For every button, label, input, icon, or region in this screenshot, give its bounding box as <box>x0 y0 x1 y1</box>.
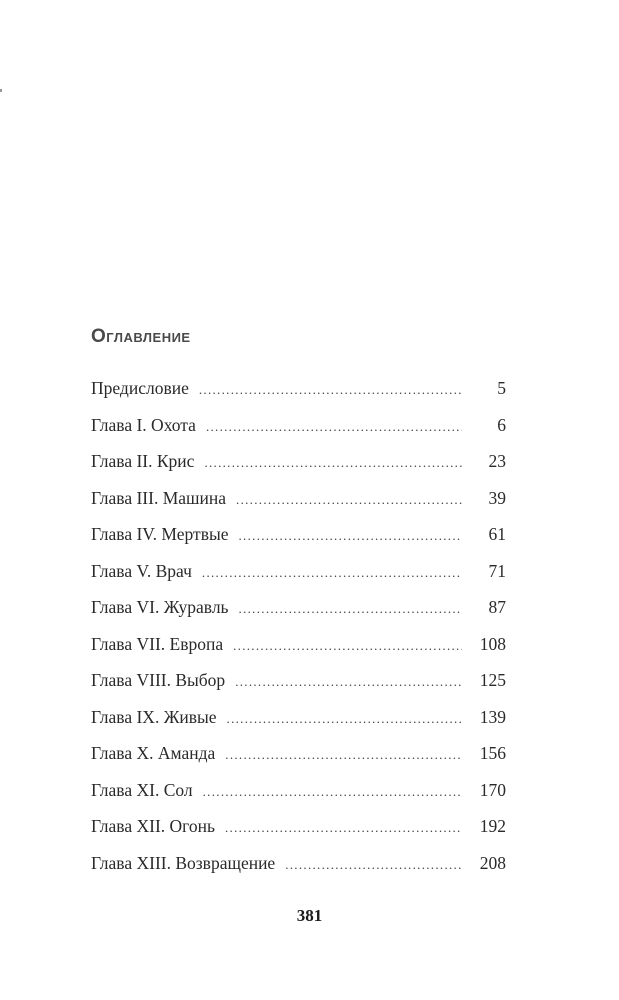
page-number: 381 <box>296 906 323 925</box>
toc-heading: Оглавление <box>91 326 191 347</box>
toc-leader-dots <box>239 601 462 617</box>
toc-entry-preface[interactable] <box>91 378 506 415</box>
toc-entry-title: Глава I. Охота <box>91 414 196 435</box>
toc-entry-title: Глава VII. Европа <box>91 633 224 654</box>
toc-entry-chapter-6[interactable] <box>91 597 506 634</box>
toc-entry-title: Глава IX. Живые <box>91 706 217 727</box>
toc-leader-dots <box>225 820 462 836</box>
toc-leader-dots <box>225 747 462 763</box>
toc-entry-page: 87 <box>488 597 506 617</box>
toc-leader-dots <box>227 711 462 727</box>
toc-entry-page: 61 <box>488 524 506 544</box>
toc-entry-page: 39 <box>488 487 506 508</box>
toc-entry-page: 208 <box>479 852 506 873</box>
toc-entry-page: 156 <box>479 743 506 763</box>
toc-entry-page: 6 <box>497 414 506 435</box>
toc-entry-page: 170 <box>479 779 506 800</box>
table-of-contents <box>91 378 506 889</box>
toc-entry-chapter-1[interactable] <box>91 415 506 452</box>
page-edge-mark <box>0 89 2 92</box>
toc-entry-title: Глава XIII. Возвращение <box>91 852 276 873</box>
toc-entry-chapter-9[interactable] <box>91 707 506 744</box>
toc-entry-title: Глава IV. Мертвые <box>91 524 229 544</box>
toc-entry-title: Глава VI. Журавль <box>91 597 229 617</box>
toc-entry-title: Глава II. Крис <box>91 451 195 471</box>
toc-entry-chapter-4[interactable] <box>91 524 506 561</box>
toc-entry-chapter-5[interactable] <box>91 561 506 598</box>
toc-entry-page: 139 <box>479 706 506 727</box>
toc-leader-dots <box>235 674 462 690</box>
toc-entry-title: Глава XII. Огонь <box>91 816 215 836</box>
toc-entry-page: 5 <box>497 378 506 398</box>
toc-leader-dots <box>202 565 462 581</box>
toc-entry-page: 71 <box>488 560 506 581</box>
toc-leader-dots <box>203 784 462 800</box>
toc-entry-page: 192 <box>479 816 506 836</box>
toc-leader-dots <box>233 638 462 654</box>
toc-entry-page: 125 <box>479 670 506 690</box>
toc-entry-title: Глава X. Аманда <box>91 743 216 763</box>
toc-entry-page: 23 <box>488 451 506 471</box>
toc-entry-chapter-8[interactable] <box>91 670 506 707</box>
toc-entry-chapter-11[interactable] <box>91 780 506 817</box>
toc-entry-chapter-2[interactable] <box>91 451 506 488</box>
toc-entry-chapter-13[interactable] <box>91 853 506 890</box>
toc-leader-dots <box>206 419 462 435</box>
toc-leader-dots <box>204 455 462 471</box>
toc-entry-title: Предисловие <box>91 378 189 398</box>
toc-entry-page: 108 <box>479 633 506 654</box>
toc-leader-dots <box>236 492 462 508</box>
toc-entry-chapter-12[interactable] <box>91 816 506 853</box>
toc-entry-chapter-7[interactable] <box>91 634 506 671</box>
toc-leader-dots <box>285 857 462 873</box>
toc-entry-title: Глава VIII. Выбор <box>91 670 226 690</box>
toc-entry-chapter-10[interactable] <box>91 743 506 780</box>
toc-entry-chapter-3[interactable] <box>91 488 506 525</box>
toc-entry-title: Глава XI. Сол <box>91 779 193 800</box>
toc-entry-title: Глава V. Врач <box>91 560 192 581</box>
toc-entry-title: Глава III. Машина <box>91 487 227 508</box>
toc-leader-dots <box>239 528 463 544</box>
toc-leader-dots <box>199 382 462 398</box>
